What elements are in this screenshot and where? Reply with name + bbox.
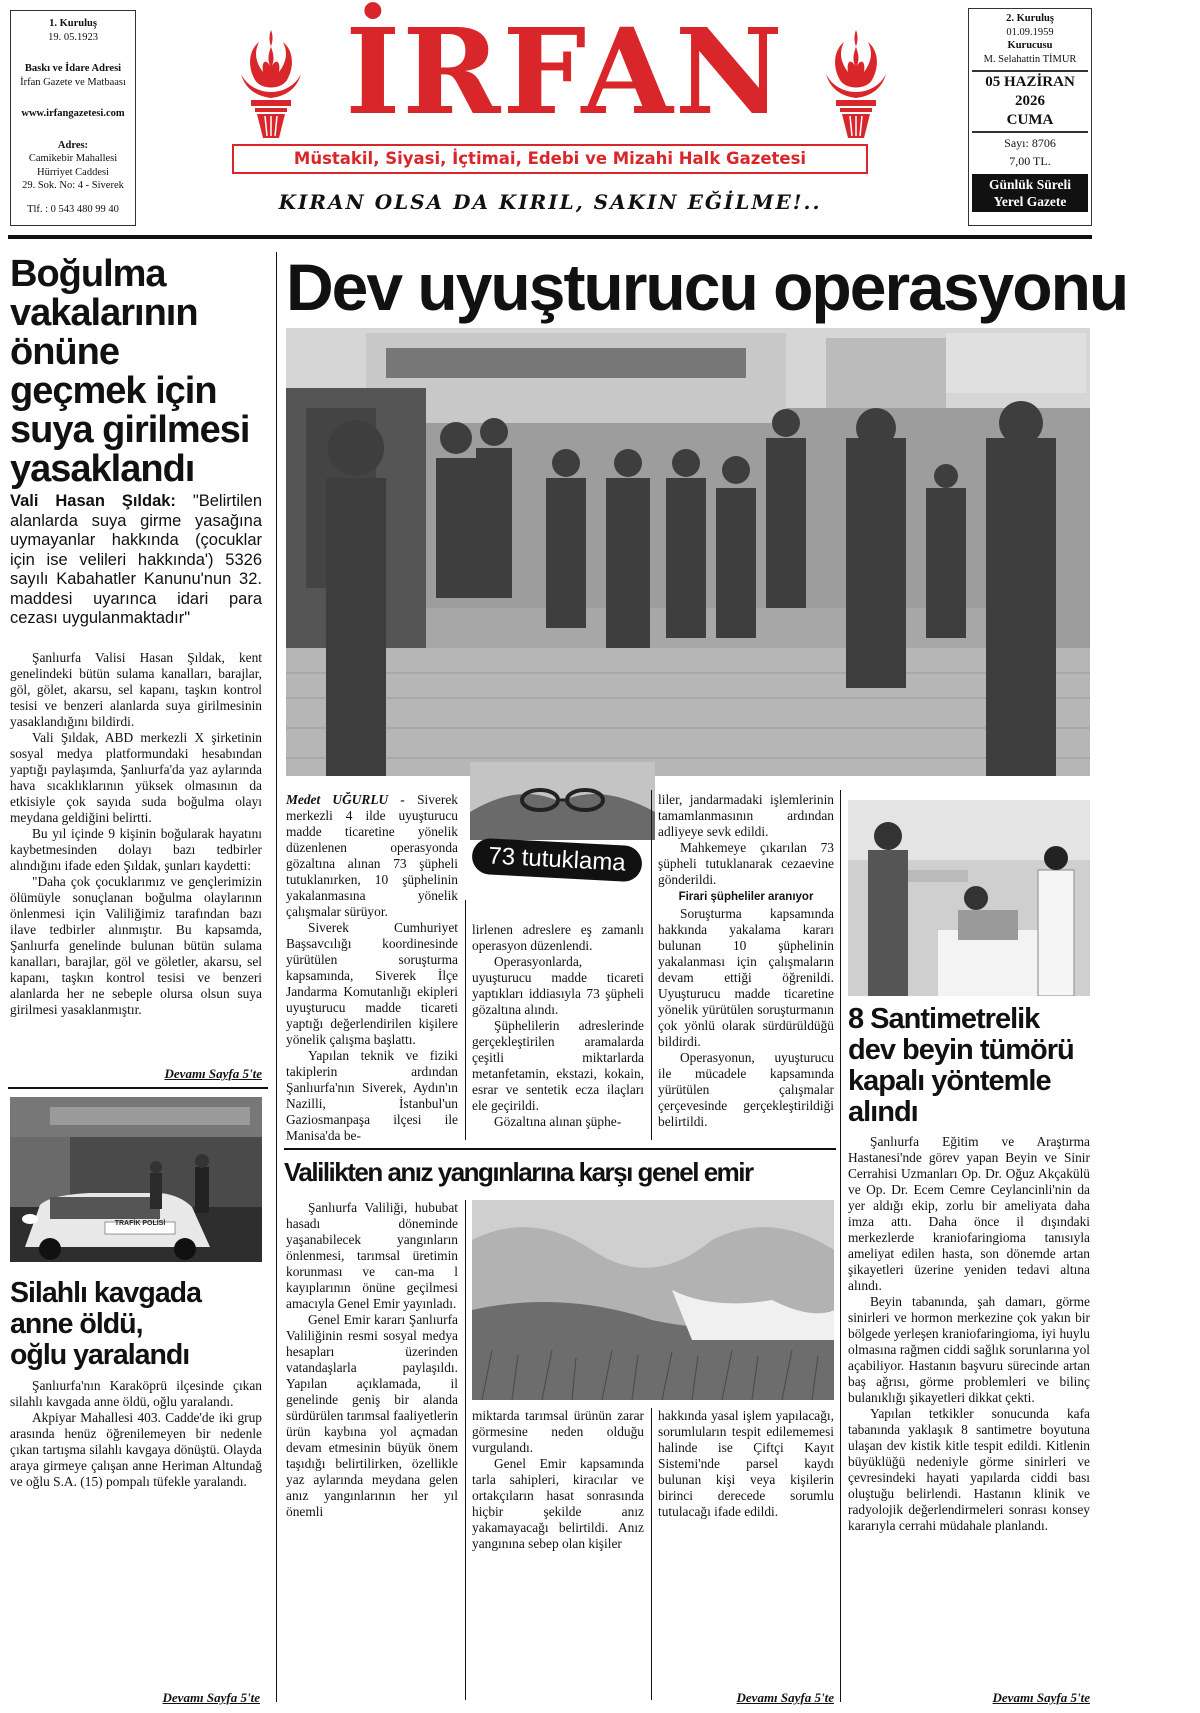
headline-line: geçmek için (10, 370, 217, 412)
address-line: Hürriyet Caddesi (36, 166, 110, 178)
torch-emblem-left (235, 28, 307, 140)
paragraph: hakkında yasal işlem yapılacağı, sorumluların tespit edilememesi halinde ise Çiftçi Kayıt Sistemi'nde parsel kaydı bulunan kişi veya kişilerin birinci derecede sorumlu tutulacağı ifade edildi. (658, 1408, 834, 1519)
paragraph: Bu yıl içinde 9 kişinin boğularak hayatını kaybetmesinden dolayı bazı tedbirler alındığını ifade eden Şıldak, şunları kaydetti: (10, 826, 262, 873)
headline-line: 8 Santimetrelik (848, 1003, 1040, 1035)
paragraph: Şanlıurfa'nın Karaköprü ilçesinde çıkan silahlı kavgada anne öldü, oğlu yaralandı. (10, 1378, 262, 1409)
masthead-rule (8, 235, 1092, 239)
issue-day: CUMA (1006, 112, 1054, 128)
continued-link[interactable]: Devamı Sayfa 5'te (162, 1690, 260, 1705)
issue-price: 7,00 TL. (1009, 153, 1051, 168)
address-line: Camikebir Mahallesi (28, 153, 118, 164)
address-label: Adres: (57, 139, 89, 151)
website-link[interactable]: www.irfangazetesi.com (21, 108, 125, 119)
paragraph: Genel Emir kapsamında tarla sahipleri, kiracılar ve ortakçıların hasat sonrasında hiçbir şekilde anız yakamayacağı belirtildi. Anız yangınına sebep olan kişiler (472, 1456, 644, 1551)
main-headline: Dev uyuşturucu operasyonu (286, 250, 1128, 324)
column-rule (840, 790, 841, 1702)
paragraph: Medet UĞURLU - Siverek merkezli 4 ilde uyuşturucu madde ticaretine yönelik düzenlenen operasyonda gözaltına alınan 73 şüpheli tutuklanırken, 10 şüphelinin yakalanmasına yönelik çalışmalar sürüyor. (286, 792, 458, 919)
hospital-photo (848, 800, 1090, 996)
second-founding-date: 01.09.1959 (1006, 26, 1054, 38)
tumor-headline (848, 1004, 1098, 1128)
aniz-col3 (658, 1408, 834, 1520)
paragraph: Mahkemeye çıkarılan 73 şüpheli tutuklanarak cezaevine gönderildi. (658, 840, 834, 887)
aniz-col2 (472, 1408, 644, 1552)
headline-line: oğlu yaralandı (10, 1339, 190, 1371)
stubble-fire-photo (472, 1200, 834, 1400)
issue-date: 05 HAZİRAN (985, 74, 1075, 90)
section-rule (8, 1087, 268, 1089)
subtitle-bar (232, 144, 868, 174)
paragraph: Şanlıurfa Valisi Hasan Şıldak, kent genelindeki bütün sulama kanalları, barajlar, göl, gölet, akarsu, sel kapanı, taşkın kontrol tesisi ve benzeri alanlarda suya girilmesinin yasaklandığını bildirdi. (10, 650, 262, 729)
issue-info-box (968, 8, 1092, 226)
continued-link[interactable]: Devamı Sayfa 5'te (992, 1690, 1090, 1705)
handcuffs-image (470, 762, 655, 840)
newspaper-title: İRFAN (345, 2, 785, 141)
main-story-col1 (286, 792, 458, 1144)
issue-year: 2026 (1015, 93, 1045, 109)
newspaper-subtitle: Müstakil, Siyasi, İçtimai, Edebi ve Mizahi Halk Gazetesi (293, 149, 807, 168)
subhead: Firari şüpheliler aranıyor (678, 891, 814, 903)
headline-line: alındı (848, 1096, 918, 1128)
paragraph: liler, jandarmadaki işlemlerinin tamamlanmasının ardından adliyeye sevk edildi. (658, 792, 834, 839)
paragraph: Soruşturma kapsamında hakkında yakalama kararı bulunan 10 şüphelinin yakalanması için çalışmaların devam ettiği öğrenildi. Uyuşturucu madde ticaretine yönelik yürütülen soruşturmanın çok yönlü olarak sürdürüldüğü bildirdi. (658, 906, 834, 1049)
issue-number: Sayı: 8706 (1004, 136, 1056, 150)
headline-line: kapalı yöntemle (848, 1065, 1051, 1097)
column-rule (276, 252, 277, 1702)
headline-line: yasaklandı (10, 448, 195, 490)
kavga-body (10, 1378, 262, 1490)
printer-name: İrfan Gazete ve Matbaası (20, 76, 126, 88)
founding-label: 1. Kuruluş (49, 18, 97, 29)
paragraph: Şüphelilerin adreslerinde gerçekleştirilen aramalarda çeşitli miktarlarda metanfetamin, ekstazi, kokain, esrar ve sentetik ecza ilaçları ele geçirildi. (472, 1018, 644, 1113)
second-founding-label: 2. Kuruluş (1006, 13, 1054, 24)
section-rule (284, 1148, 836, 1150)
column-rule (465, 1200, 466, 1700)
headline-line: dev beyin tümörü (848, 1034, 1074, 1066)
paragraph: Operasyonlarda, uyuşturucu madde ticareti yaptıkları iddiasıyla 73 şüpheli gözaltına alındı. (472, 954, 644, 1017)
publication-type: Yerel Gazete (993, 194, 1067, 209)
torch-emblem-right (820, 28, 892, 140)
column-rule (465, 900, 466, 1140)
paragraph: Akpiyar Mahallesi 403. Cadde'de iki grup arasında henüz öğrenilemeyen bir nedenle çıkan tartışma silahlı kavgaya dönüştü. Olayda araya girmeye çalışan anne Heriman Altundağ ve oğlu S.A. (15) pompalı tüfekle yaralandı. (10, 1410, 262, 1489)
founder-label: Kurucusu (1007, 40, 1053, 51)
headline-line: anne öldü, (10, 1308, 143, 1340)
headline-line: önüne (10, 331, 119, 373)
headline-line: vakalarının (10, 292, 198, 334)
paragraph: Siverek Cumhuriyet Başsavcılığı koordinesinde yürütülen soruşturma kapsamında, Siverek İlçe Jandarma Komutanlığı ekipleri uyuşturucu madde ticareti yaptığı değerlendirilen kişilere yönelik çalışma başlattı. (286, 920, 458, 1047)
continued-link[interactable]: Devamı Sayfa 5'te (164, 1066, 262, 1081)
phone-number: Tlf. : 0 543 480 99 40 (27, 203, 119, 215)
paragraph: Yapılan tetkikler sonucunda kafa tabanında yaklaşık 8 santimetre boyutuna ulaşan dev kistik kitle tespit edildi. Kitlenin büyüklüğü nedeniyle görme sinirleri ve çevresindeki hayati yapılarda ciddi bası oluştuğu belirlendi. Hastanın klinik ve radyolojik değerlendirmeleri sonrası konsey kararıyla cerrahi müdahale planlandı. (848, 1406, 1090, 1533)
column-rule (651, 790, 652, 1140)
main-story-col2 (472, 922, 644, 1130)
paragraph: Beyin tabanında, şah damarı, görme sinirleri ve hormon merkezine çok yakın bir bölgede yerleşen kraniofaringioma, iyi huylu olmasına rağmen ciddi sağlık sorunlarına yol açabiliyor. Hastanın başvuru sürecinde artan baş ağrısı, görme problemleri ve bilinç bulanıklığı şikayetleri dikkat çekti. (848, 1294, 1090, 1405)
photo-sign-text: TRAFİK POLİSİ (114, 1220, 166, 1227)
founding-info-box (10, 10, 136, 226)
aniz-col1 (286, 1200, 458, 1520)
founding-date: 19. 05.1923 (48, 31, 98, 43)
quote-speaker: Vali Hasan Şıldak: (10, 492, 176, 510)
tumor-body (848, 1134, 1090, 1534)
headline-line: Silahlı kavgada (10, 1277, 201, 1309)
paragraph: miktarda tarımsal ürünün zarar görmesine neden olduğu vurgulandı. (472, 1408, 644, 1455)
continued-link[interactable]: Devamı Sayfa 5'te (736, 1690, 834, 1705)
publication-type: Günlük Süreli (989, 177, 1071, 192)
headline-line: suya girilmesi (10, 409, 250, 451)
kavga-headline (10, 1278, 265, 1371)
paragraph: "Daha çok çocuklarımız ve gençlerimizin ölümüyle sonuçlanan boğulma olaylarının önlenmesi için Valiliğimiz tarafından bazı ilave tedbirler alınmıştır. Bu kapsamda, Şanlıurfa genelinde bulunan bütün sulama kanalları, barajlar, göl ve göletler, akarsu, sel kapanı, taşkın kontrol tesisi ve benzeri alanlarda her ne sebeple olursa olsun suya girilmesi yasaklanmıştır. (10, 874, 262, 1017)
paragraph: lirlenen adreslere eş zamanlı operasyon düzenlendi. (472, 922, 644, 953)
paragraph: Operasyonun, uyuşturucu ile mücadele kapsamında yürütülen çalışmalar çerçevesinde gerçekleştirildiği belirtildi. (658, 1050, 834, 1129)
print-label: Baskı ve İdare Adresi (24, 63, 122, 74)
newspaper-motto: KIRAN OLSA DA KIRIL, SAKIN EĞİLME!.. (278, 190, 822, 214)
byline: Medet UĞURLU - (286, 792, 405, 807)
operation-photo (286, 328, 1090, 776)
founder-name: M. Selahattin TİMUR (983, 53, 1077, 65)
paragraph: Şanlıurfa Valiliği, hububat hasadı döneminde yaşanabilecek yangınların önlenmesi, tarımsal üretimin korunması ve can-ma l kayıplarının önüne geçilmesi amacıyla Genel Emir yayınladı. (286, 1200, 458, 1311)
left-story-body (10, 650, 262, 1018)
address-line: 29. Sok. No: 4 - Siverek (22, 180, 124, 191)
headline-line: Boğulma (10, 253, 166, 295)
quote-text: "Belirtilen alanlarda suya girme yasağına uymayanlar hakkında (çocuklar için ise velileri hakkında') 5326 sayılı Kabahatler Kanunu'nun 32. maddesi uyarınca idari para cezası uygulanmaktadır" (10, 492, 263, 627)
paragraph: Genel Emir kararı Şanlıurfa Valiliğinin resmi sosyal medya hesapları üzerinden vatandaşlarla paylaşıldı. Yapılan açıklamada, il genelinde geniş bir alanda sürdürülen tarımsal faaliyetlerin ürün kaybına yol açmadan devam etmesinin büyük önem taşıdığı belirtilirken, özellikle yaz aylarında meydana gelen anız yangınlarının her yıl önemli (286, 1312, 458, 1519)
left-story-quote (10, 492, 262, 629)
column-rule (651, 1408, 652, 1700)
left-story-headline (10, 255, 260, 489)
traffic-police-photo (10, 1097, 262, 1262)
main-story-col3 (658, 792, 834, 1130)
paragraph: Gözaltına alınan şüphe- (494, 1114, 622, 1129)
paragraph: Vali Şıldak, ABD merkezli X şirketinin sosyal medya platformundaki hesabından yaptığı paylaşımda, Şanlıurfa'da yaz aylarında hava sıcaklıklarının yüksek olmasının da etkisiyle çok sayıda suda boğulma olayı meydana geldiğini belirtti. (10, 730, 262, 825)
paragraph: Yapılan teknik ve fiziki takiplerin ardından Şanlıurfa'nın Siverek, Aydın'ın Nazilli, İstanbul'un Gaziosmanpaşa ilçesi ile Manisa'da be- (286, 1048, 458, 1143)
paragraph: Şanlıurfa Eğitim ve Araştırma Hastanesi'nde görev yapan Beyin ve Sinir Cerrahisi Uzmanları Op. Dr. Oğuz Akçakülü ve Op. Dr. Ecem Cemre Ceylancinli'nin da yer aldığı ekip, zorlu bir ameliyata daha imza attı. Daha önce il dışındaki merkezlerde kraniofaringioma tanısıyla ameliyat edilen hasta, son dönemde artan şikayetleri üzerine yeniden tedavi altına alındı. (848, 1134, 1090, 1293)
arrest-count-badge: 73 tutuklama (471, 838, 643, 883)
aniz-headline: Valilikten anız yangınlarına karşı genel emir (284, 1157, 753, 1187)
